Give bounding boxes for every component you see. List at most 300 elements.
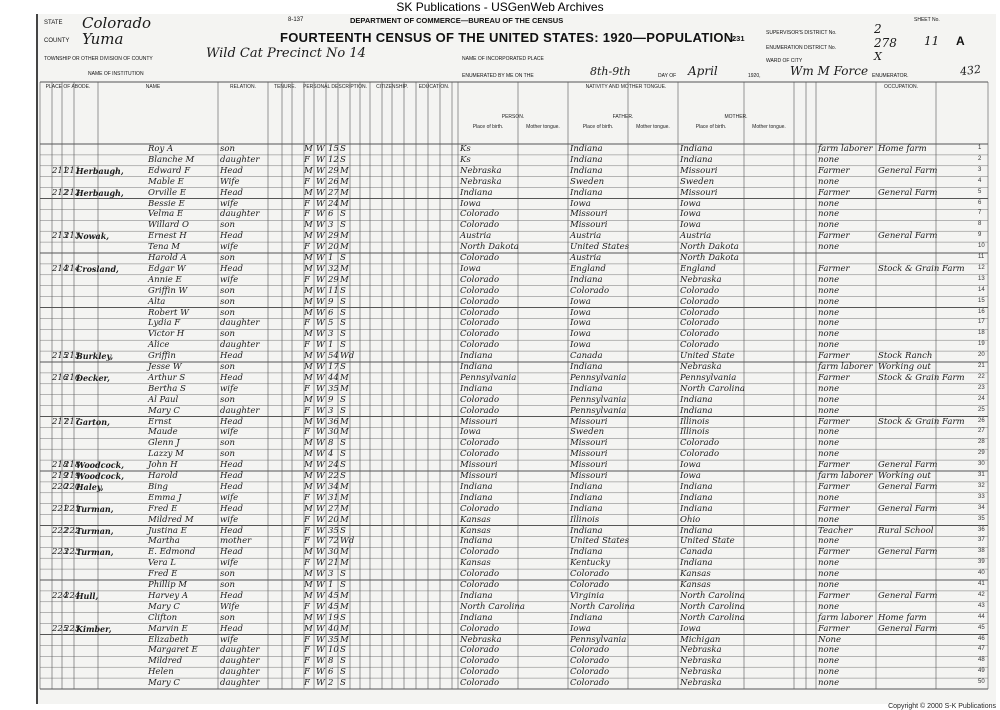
father-birthplace: England [570, 263, 606, 274]
father-birthplace: Iowa [570, 623, 591, 634]
father-birthplace: Austria [570, 253, 602, 263]
age: 40 [328, 623, 339, 634]
table-row [38, 230, 988, 241]
relation: Head [220, 372, 243, 383]
mother-birthplace: Nebraska [680, 645, 722, 656]
occupation: none [818, 558, 840, 569]
row-number: 35 [978, 515, 985, 522]
mother-birthplace: Indiana [680, 481, 713, 492]
mother-birthplace: Indiana [680, 525, 713, 536]
sex: M [304, 307, 313, 318]
race: W [316, 514, 325, 525]
family-number: 217 [64, 416, 81, 427]
dwelling-number: 221 [52, 503, 69, 514]
row-number: 14 [978, 286, 985, 293]
father-birthplace-heading: Place of birth. [582, 124, 614, 130]
age: 8 [328, 656, 334, 667]
birthplace: Colorado [460, 253, 500, 263]
marital-status: M [340, 514, 349, 525]
age: 20 [328, 514, 339, 525]
table-row [38, 568, 988, 579]
row-number: 49 [978, 668, 985, 675]
sex: F [304, 154, 310, 165]
surname: Crosland, [76, 263, 119, 274]
marital-status: M [340, 416, 349, 427]
age: 24 [328, 460, 339, 471]
age: 4 [328, 449, 334, 460]
table-row [38, 492, 988, 503]
sheet-label: SHEET No. [914, 17, 940, 23]
birthplace: Iowa [460, 263, 481, 274]
age: 10 [328, 645, 339, 656]
given-name: E. Edmond [148, 547, 196, 558]
father-birthplace: Colorado [570, 580, 610, 590]
family-number: 221 [64, 503, 81, 514]
family-number: 213 [64, 231, 81, 242]
row-number: 12 [978, 264, 985, 271]
mother-birthplace: North Dakota [680, 242, 739, 253]
father-birthplace: Iowa [570, 198, 591, 209]
father-birthplace: Indiana [570, 362, 603, 372]
relation: daughter [220, 656, 260, 667]
marital-status: M [340, 481, 349, 492]
father-birthplace: Missouri [570, 209, 608, 220]
month-value: April [688, 64, 718, 78]
father-birthplace: Missouri [570, 416, 608, 427]
marital-status: S [340, 329, 346, 340]
row-number: 30 [978, 461, 985, 468]
given-name: Alice [148, 340, 170, 351]
race: W [316, 405, 325, 416]
father-birthplace: Pennsylvania [570, 394, 627, 405]
relation: Head [220, 481, 243, 492]
dwelling-number: 220 [52, 481, 69, 492]
race: W [316, 362, 325, 372]
sex: F [304, 558, 310, 569]
industry: General Farm [878, 547, 938, 558]
sex: F [304, 678, 310, 689]
mother-birthplace: Iowa [680, 471, 701, 481]
mother-birthplace: Indiana [680, 503, 713, 514]
age: 6 [328, 667, 334, 678]
relation: wife [220, 198, 239, 209]
father-birthplace: Indiana [570, 187, 603, 198]
marital-status: M [340, 198, 349, 209]
marital-status: S [340, 394, 346, 405]
state-value: Colorado [82, 14, 152, 32]
dwelling-number: 219 [52, 471, 69, 481]
occupation: farm laborer [818, 612, 873, 623]
sex: M [304, 460, 313, 471]
occupation: Farmer [818, 351, 850, 362]
given-name: Mary C [148, 405, 180, 416]
occupation: Farmer [818, 231, 850, 242]
father-birthplace: Colorado [570, 569, 610, 580]
age: 30 [328, 427, 339, 438]
race: W [316, 340, 325, 351]
given-name: Arthur S [148, 372, 186, 383]
table-row [38, 350, 988, 361]
dwelling-number: 211 [52, 165, 69, 176]
table-row [38, 361, 988, 372]
sex: F [304, 198, 310, 209]
birthplace: Colorado [460, 667, 500, 678]
occupation: Farmer [818, 187, 850, 198]
race: W [316, 678, 325, 689]
relation: daughter [220, 645, 260, 656]
mother-birthplace: Nebraska [680, 656, 722, 667]
sex: M [304, 165, 313, 176]
race: W [316, 547, 325, 558]
page-number: 231 [732, 34, 745, 43]
race: W [316, 558, 325, 569]
marital-status: S [340, 667, 346, 678]
race: W [316, 481, 325, 492]
row-number: 11 [978, 254, 985, 260]
age: 19 [328, 612, 339, 623]
father-birthplace: Pennsylvania [570, 372, 627, 383]
occupation: none [818, 580, 840, 590]
mother-birthplace: Indiana [680, 558, 713, 569]
occupation: Farmer [818, 263, 850, 274]
table-row [38, 612, 988, 623]
table-row [38, 219, 988, 230]
birthplace: Kansas [460, 514, 491, 525]
occupation: none [818, 274, 840, 285]
race: W [316, 253, 325, 263]
birthplace: Colorado [460, 394, 500, 405]
marital-status: S [340, 656, 346, 667]
family-number: 224 [64, 590, 81, 601]
nativity-heading: NATIVITY AND MOTHER TONGUE. [585, 84, 667, 90]
incorporated-label: NAME OF INCORPORATED PLACE [462, 56, 544, 62]
age: 54 [328, 351, 339, 362]
supervisor-value: 2 [874, 22, 882, 36]
birthplace: Missouri [460, 471, 498, 481]
age: 6 [328, 307, 334, 318]
sex: M [304, 253, 313, 263]
row-number: 8 [978, 221, 982, 228]
row-number: 45 [978, 624, 985, 631]
father-birthplace: Kentucky [570, 558, 611, 569]
age: 35 [328, 634, 339, 645]
race: W [316, 296, 325, 307]
marital-status: S [340, 471, 346, 481]
father-birthplace: Indiana [570, 383, 603, 394]
relation-heading: RELATION. [229, 84, 257, 90]
relation: son [220, 394, 235, 405]
surname: Burkley, [76, 351, 114, 362]
birthplace: North Carolina [460, 601, 525, 612]
table-row [38, 470, 988, 481]
given-name: Orville E [148, 187, 186, 198]
department-heading: DEPARTMENT OF COMMERCE—BUREAU OF THE CENSUS [350, 16, 564, 25]
given-name: Vera L [148, 558, 176, 569]
father-birthplace: North Carolina [570, 601, 635, 612]
given-name: Clifton [148, 612, 178, 623]
sex: M [304, 612, 313, 623]
race: W [316, 165, 325, 176]
given-name: Fred E [148, 503, 178, 514]
sex: F [304, 405, 310, 416]
age: 9 [328, 394, 334, 405]
marital-status: M [340, 165, 349, 176]
occupation: none [818, 514, 840, 525]
mother-birthplace: Iowa [680, 198, 701, 209]
table-row [38, 655, 988, 666]
given-name: Fred E [148, 569, 178, 580]
relation: Head [220, 547, 243, 558]
occupation: none [818, 307, 840, 318]
enumerator-label: ENUMERATOR. [872, 73, 909, 79]
occupation: none [818, 601, 840, 612]
father-birthplace: Austria [570, 231, 602, 242]
sex: F [304, 318, 310, 329]
person-tongue-heading: Mother tongue. [526, 124, 560, 130]
birthplace: Colorado [460, 438, 500, 449]
birthplace: Colorado [460, 569, 500, 580]
given-name: Marvin E [148, 623, 188, 634]
table-row [38, 448, 988, 459]
race: W [316, 351, 325, 362]
marital-status: S [340, 645, 346, 656]
occupation: none [818, 569, 840, 580]
mother-birthplace: Nebraska [680, 362, 722, 372]
table-row [38, 339, 988, 350]
birthplace: Colorado [460, 503, 500, 514]
birthplace: Nebraska [460, 176, 502, 187]
row-number: 3 [978, 166, 982, 173]
table-row [38, 579, 988, 590]
father-birthplace: Indiana [570, 525, 603, 536]
row-number: 28 [978, 439, 985, 446]
family-number: 216 [64, 372, 81, 383]
birthplace: Nebraska [460, 634, 502, 645]
citizenship-heading: CITIZENSHIP. [376, 84, 408, 90]
table-row [38, 481, 988, 492]
occupation: none [818, 645, 840, 656]
family-number: 225 [64, 623, 81, 634]
marital-status: M [340, 383, 349, 394]
relation: wife [220, 558, 239, 569]
row-number: 37 [978, 537, 985, 544]
table-row [38, 187, 988, 198]
marital-status: S [340, 209, 346, 220]
father-birthplace: Missouri [570, 460, 608, 471]
township-label: TOWNSHIP OR OTHER DIVISION OF COUNTY [44, 56, 153, 62]
sex: M [304, 329, 313, 340]
race: W [316, 503, 325, 514]
given-name: Lazzy M [148, 449, 184, 460]
birthplace: North Dakota [460, 242, 519, 253]
given-name: Jesse W [148, 362, 182, 372]
table-row [38, 307, 988, 318]
family-number: 215 [64, 351, 81, 362]
township-value: Wild Cat Precinct No 14 [206, 46, 366, 61]
father-birthplace: Colorado [570, 645, 610, 656]
table-row [38, 208, 988, 219]
row-number: 50 [978, 679, 985, 686]
sex: M [304, 590, 313, 601]
marital-status: S [340, 296, 346, 307]
margin-note: 432 [959, 62, 982, 79]
given-name: Robert W [148, 307, 189, 318]
occupation: Farmer [818, 590, 850, 601]
row-number: 26 [978, 417, 985, 424]
father-birthplace: Colorado [570, 678, 610, 689]
marital-status: S [340, 362, 346, 372]
birthplace: Colorado [460, 405, 500, 416]
relation: son [220, 580, 235, 590]
birthplace: Colorado [460, 623, 500, 634]
row-number: 13 [978, 275, 985, 282]
mother-tongue-heading: Mother tongue. [752, 124, 786, 130]
relation: son [220, 438, 235, 449]
sex: M [304, 296, 313, 307]
father-birthplace: Indiana [570, 481, 603, 492]
relation: daughter [220, 209, 260, 220]
marital-status: M [340, 634, 349, 645]
mother-birthplace: England [680, 263, 716, 274]
mother-birthplace: Missouri [680, 187, 718, 198]
sex: M [304, 220, 313, 231]
family-number: 218 [64, 460, 81, 471]
relation: Head [220, 503, 243, 514]
age: 5 [328, 318, 334, 329]
given-name: Griffin W [148, 285, 188, 296]
mother-birthplace: North Carolina [680, 383, 745, 394]
age: 29 [328, 165, 339, 176]
family-number: 223 [64, 547, 81, 558]
sex: M [304, 416, 313, 427]
enumerated-day: 8th-9th [590, 65, 631, 78]
age: 29 [328, 274, 339, 285]
occupation: Farmer [818, 460, 850, 471]
ward-value: X [874, 50, 882, 63]
father-birthplace: United States [570, 242, 630, 253]
father-birthplace: Indiana [570, 154, 603, 165]
enumerated-label: ENUMERATED BY ME ON THE [462, 73, 534, 79]
marital-status: M [340, 623, 349, 634]
sex: M [304, 569, 313, 580]
sex: M [304, 362, 313, 372]
mother-birthplace: Colorado [680, 307, 720, 318]
surname: Garton, [76, 416, 110, 427]
given-name: Tena M [148, 242, 180, 253]
relation: son [220, 253, 235, 263]
father-tongue-heading: Mother tongue. [636, 124, 670, 130]
race: W [316, 645, 325, 656]
given-name: Annie E [148, 274, 182, 285]
table-row [38, 274, 988, 285]
race: W [316, 623, 325, 634]
race: W [316, 209, 325, 220]
table-row [38, 317, 988, 328]
father-birthplace: Virginia [570, 590, 605, 601]
mother-birthplace: Colorado [680, 285, 720, 296]
birthplace: Indiana [460, 351, 493, 362]
dwelling-number: 215 [52, 351, 69, 362]
birthplace: Colorado [460, 329, 500, 340]
occupation: none [818, 656, 840, 667]
row-number: 43 [978, 602, 985, 609]
relation: daughter [220, 667, 260, 678]
father-birthplace: Indiana [570, 612, 603, 623]
sex: M [304, 187, 313, 198]
industry: General Farm [878, 231, 938, 242]
surname: Nowak, [76, 231, 110, 242]
industry: General Farm [878, 460, 938, 471]
relation: Head [220, 460, 243, 471]
mother-birthplace: Austria [680, 231, 712, 242]
sex: F [304, 514, 310, 525]
occupation: none [818, 296, 840, 307]
sex: M [304, 471, 313, 481]
mother-birthplace: Colorado [680, 449, 720, 460]
occupation: none [818, 220, 840, 231]
copyright-footer: Copyright © 2000 S-K Publications [888, 703, 996, 710]
age: 3 [328, 569, 334, 580]
race: W [316, 601, 325, 612]
surname: Haley, [76, 481, 104, 492]
given-name: John H [148, 460, 178, 471]
census-title: FOURTEENTH CENSUS OF THE UNITED STATES: 1920—POPULATION [280, 30, 734, 45]
race: W [316, 580, 325, 590]
industry: Stock & Grain Farm [878, 416, 965, 427]
race: W [316, 263, 325, 274]
industry: General Farm [878, 165, 938, 176]
row-number: 38 [978, 548, 985, 555]
table-row [38, 459, 988, 470]
race: W [316, 590, 325, 601]
row-number: 31 [978, 472, 985, 478]
race: W [316, 427, 325, 438]
occupation: none [818, 492, 840, 503]
table-row [38, 644, 988, 655]
birthplace: Colorado [460, 645, 500, 656]
marital-status: M [340, 427, 349, 438]
marital-status: M [340, 372, 349, 383]
race: W [316, 198, 325, 209]
given-name: Glenn J [148, 438, 180, 449]
father-birthplace: Indiana [570, 503, 603, 514]
row-number: 6 [978, 199, 982, 206]
father-birthplace: Sweden [570, 427, 605, 438]
race: W [316, 285, 325, 296]
industry: Working out [878, 362, 931, 372]
race: W [316, 176, 325, 187]
relation: wife [220, 427, 239, 438]
marital-status: M [340, 231, 349, 242]
birthplace: Colorado [460, 547, 500, 558]
birthplace: Colorado [460, 318, 500, 329]
dwelling-number: 214 [52, 263, 69, 274]
race: W [316, 318, 325, 329]
relation: son [220, 329, 235, 340]
occupation: Teacher [818, 525, 853, 536]
age: 32 [328, 263, 339, 274]
industry: Working out [878, 471, 931, 481]
relation: Head [220, 351, 243, 362]
birthplace: Colorado [460, 307, 500, 318]
mother-birthplace: Kansas [680, 569, 711, 580]
race: W [316, 231, 325, 242]
given-name: Martha [148, 536, 180, 547]
marital-status: S [340, 340, 346, 351]
father-birthplace: Pennsylvania [570, 405, 627, 416]
table-row [38, 263, 988, 274]
age: 29 [328, 231, 339, 242]
